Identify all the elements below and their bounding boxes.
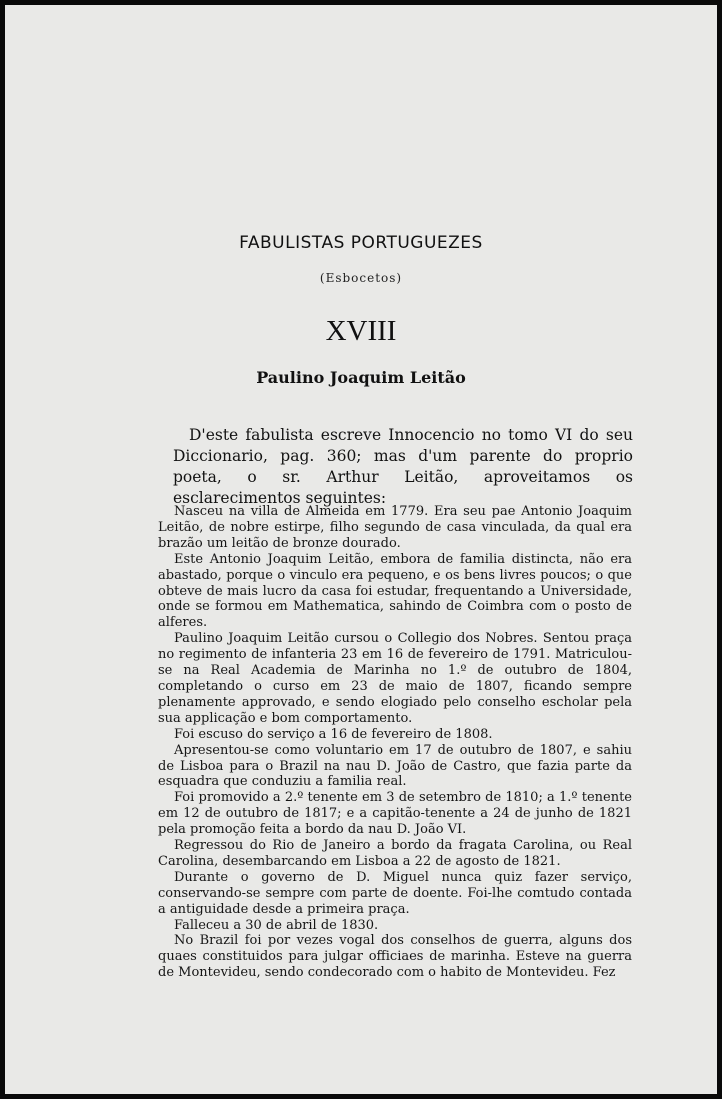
paragraph: Nasceu na villa de Almeida em 1779. Era seu pae Antonio Joaquim Leitão, de nobre estirpe, filho segundo de casa vinculada, da qual era brazão um leitão de bronze dourado. [158, 504, 632, 551]
paragraph: Durante o governo de D. Miguel nunca quiz fazer serviço, conservando-se sempre com parte de doente. Foi-lhe comtudo contada a antiguidade desde a primeira praça. [158, 869, 632, 917]
paragraph: Este Antonio Joaquim Leitão, embora de familia distincta, não era abastado, porque o vinculo era pequeno, e os bens livres poucos; o que obteve de mais lucro da casa foi estudar, frequentando a Universidade, onde se formou em Mathematica, sahindo de Coimbra com o posto de alferes. [158, 551, 632, 631]
paragraph: Apresentou-se como voluntario em 17 de outubro de 1807, e sahiu de Lisboa para o Brazil na nau D. João de Castro, que fazia parte da esquadra que conduziu a familia real. [158, 742, 632, 790]
article-subtitle: (Esbocetos) [319, 271, 403, 285]
intro-paragraph-block [173, 425, 633, 509]
paragraph: Foi escuso do serviço a 16 de fevereiro de 1808. [174, 726, 493, 742]
page [5, 5, 717, 1094]
article-title: FABULISTAS PORTUGUEZES [239, 233, 483, 253]
body-text [158, 504, 632, 981]
paragraph: Regressou do Rio de Janeiro a bordo da fragata Carolina, ou Real Carolina, desembarcando em Lisboa a 22 de agosto de 1821. [158, 838, 632, 869]
paragraph: Falleceu a 30 de abril de 1830. [174, 917, 379, 933]
paragraph: Paulino Joaquim Leitão cursou o Collegio dos Nobres. Sentou praça no regimento de infanteria 23 em 16 de fevereiro de 1791. Matriculou-se na Real Academia de Marinha no 1.º de outubro de 1804, completando o curso em 23 de maio de 1807, ficando sempre plenamente approvado, e sendo elogiado pelo conselho escholar pela sua applicação e bom comportamento. [158, 631, 632, 726]
chapter-numeral: XVIII [325, 315, 397, 347]
paragraph: Foi promovido a 2.º tenente em 3 de setembro de 1810; a 1.º tenente em 12 de outubro de 1817; e a capitão-tenente a 24 de junho de 1821 pela promoção feita a bordo da nau D. João VI. [158, 790, 632, 838]
intro-paragraph: D'este fabulista escreve Innocencio no tomo VI do seu Diccionario, pag. 360; mas d'um parente do proprio poeta, o sr. Arthur Leitão, aproveitamos os esclarecimentos seguintes: [173, 426, 633, 507]
paragraph: No Brazil foi por vezes vogal dos conselhos de guerra, alguns dos quaes constituidos para julgar officiaes de marinha. Esteve na guerra de Montevideu, sendo condecorado com o habito de Montevideu. Fez [158, 933, 632, 981]
author-name: Paulino Joaquim Leitão [256, 368, 466, 387]
